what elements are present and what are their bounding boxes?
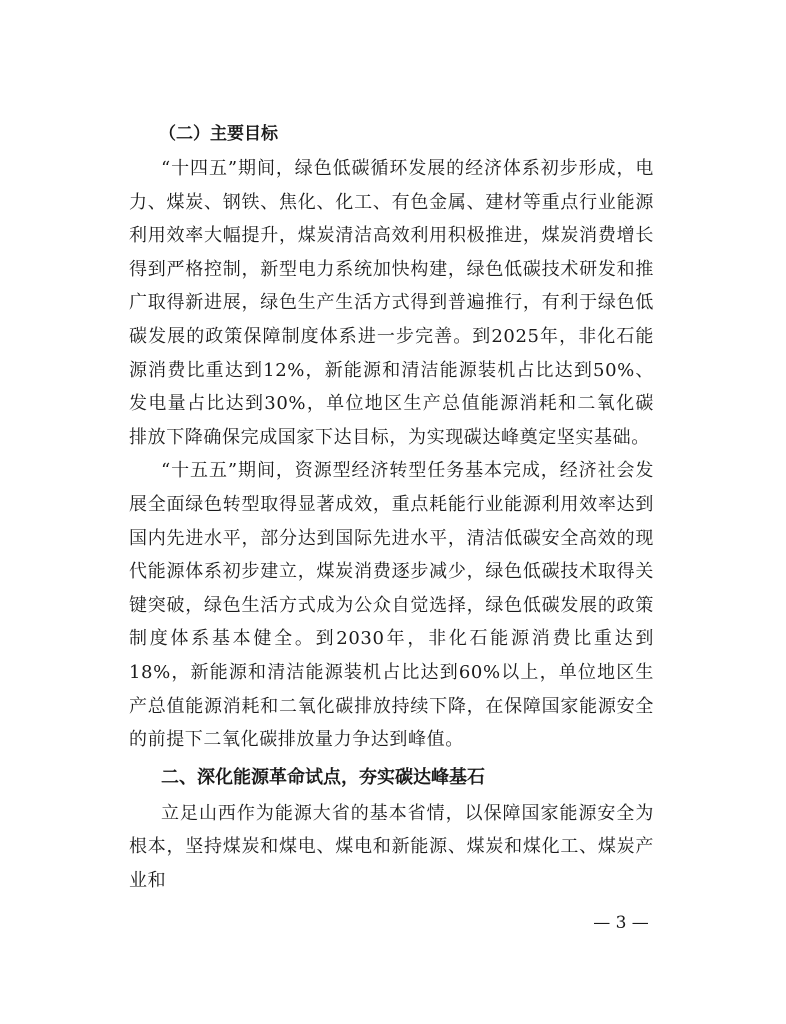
document-body xyxy=(129,118,654,897)
paragraph-energy-province: 立足山西作为能源大省的基本省情，以保障国家能源安全为根本，坚持煤炭和煤电、煤电和新能源、煤炭和煤化工、煤炭产业和 xyxy=(129,802,654,891)
subheading-main-goals: （二）主要目标 xyxy=(159,124,278,144)
section-heading-energy-revolution: 二、深化能源革命试点，夯实碳达峰基石 xyxy=(161,766,485,788)
paragraph-14th-five-year: “十四五”期间，绿色低碳循环发展的经济体系初步形成，电力、煤炭、钢铁、焦化、化工、有色金属、建材等重点行业能源利用效率大幅提升，煤炭清洁高效利用积极推进，煤炭消费增长得到严格控制，新型电力系统加快构建，绿色低碳技术研发和推广取得新进展，绿色生产生活方式得到普遍推行，有利于绿色低碳发展的政策保障制度体系进一步完善。到2025年，非化石能源消费比重达到12%，新能源和清洁能源装机占比达到50%、发电量占比达到30%，单位地区生产总值能源消耗和二氧化碳排放下降确保完成国家下达目标，为实现碳达峰奠定坚实基础。 xyxy=(129,158,654,448)
page-number: — 3 — xyxy=(593,913,649,933)
paragraph-15th-five-year: “十五五”期间，资源型经济转型任务基本完成，经济社会发展全面绿色转型取得显著成效，重点耗能行业能源利用效率达到国内先进水平，部分达到国际先进水平，清洁低碳安全高效的现代能源体系初步建立，煤炭消费逐步减少，绿色低碳技术取得关键突破，绿色生活方式成为公众自觉选择，绿色低碳发展的政策制度体系基本健全。到2030年，非化石能源消费比重达到18%，新能源和清洁能源装机占比达到60%以上，单位地区生产总值能源消耗和二氧化碳排放持续下降，在保障国家能源安全的前提下二氧化碳排放量力争达到峰值。 xyxy=(129,460,654,751)
